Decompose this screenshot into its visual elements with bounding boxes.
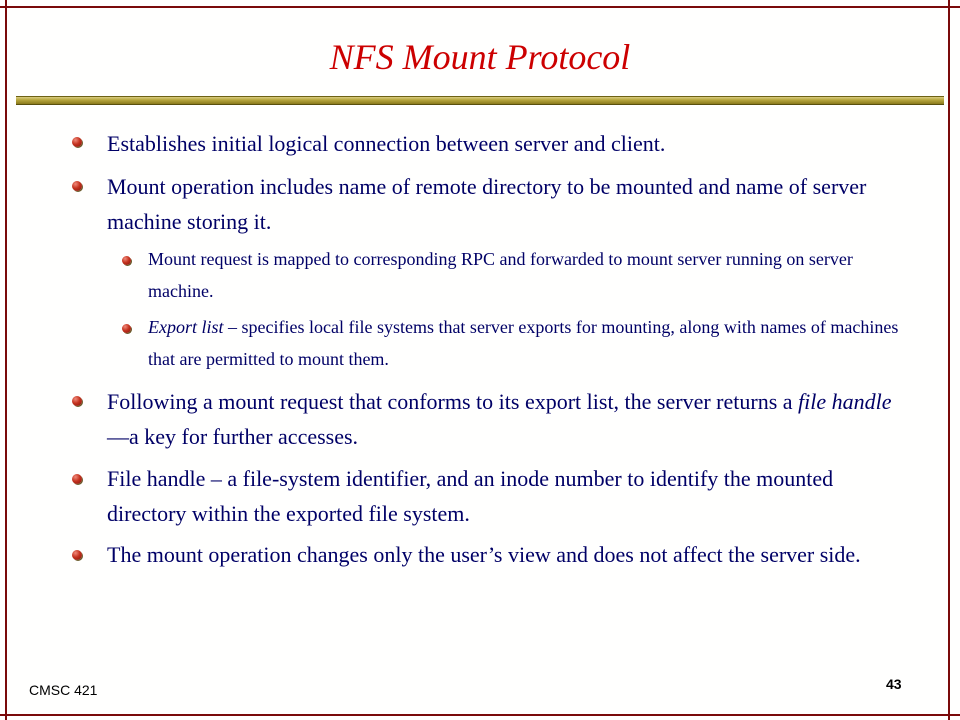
bullet-text-1 <box>107 126 907 161</box>
bullet-icon <box>72 396 82 406</box>
footer-page-number: 43 <box>886 676 902 692</box>
bullet-text-run: File handle – a file-system identifier, and an inode number to identify the mounted directory within the exported file system. <box>107 466 834 526</box>
title-underline-rule <box>16 96 944 105</box>
bullet-text-2 <box>107 169 907 239</box>
bullet-icon <box>72 137 82 147</box>
bullet-text-run: Mount request is mapped to corresponding RPC and forwarded to mount server running on server machine. <box>148 249 853 301</box>
sub-bullet-icon <box>122 324 131 333</box>
frame-top-border <box>0 6 960 8</box>
sub-bullet-text-1 <box>148 243 908 307</box>
frame-left-border <box>5 0 7 720</box>
export-list-term: Export list <box>148 317 224 337</box>
bullet-text-run: The mount operation changes only the user’s view and does not affect the server side. <box>107 542 861 567</box>
bullet-icon <box>72 181 82 191</box>
bullet-icon <box>72 550 82 560</box>
bullet-text-run: —a key for further accesses. <box>107 424 359 449</box>
slide-title: NFS Mount Protocol <box>329 37 631 77</box>
sub-bullet-text-2 <box>148 311 908 375</box>
bullet-text-3 <box>107 384 907 454</box>
bullet-text-run: – specifies local file systems that server exports for mounting, along with names of machines that are permitted to mount them. <box>148 317 899 369</box>
bullet-text-run: Following a mount request that conforms to its export list, the server returns a <box>107 389 799 414</box>
frame-right-border <box>948 0 950 720</box>
footer-course-label: CMSC 421 <box>29 682 98 698</box>
bullet-text-run: Establishes initial logical connection between server and client. <box>107 131 666 156</box>
sub-bullet-icon <box>122 256 131 265</box>
frame-bottom-border <box>0 714 960 716</box>
bullet-text-4 <box>107 461 907 531</box>
bullet-text-run: Mount operation includes name of remote directory to be mounted and name of server machine storing it. <box>107 174 867 234</box>
bullet-icon <box>72 474 82 484</box>
file-handle-term: file handle <box>798 389 892 414</box>
bullet-text-5 <box>107 537 907 572</box>
